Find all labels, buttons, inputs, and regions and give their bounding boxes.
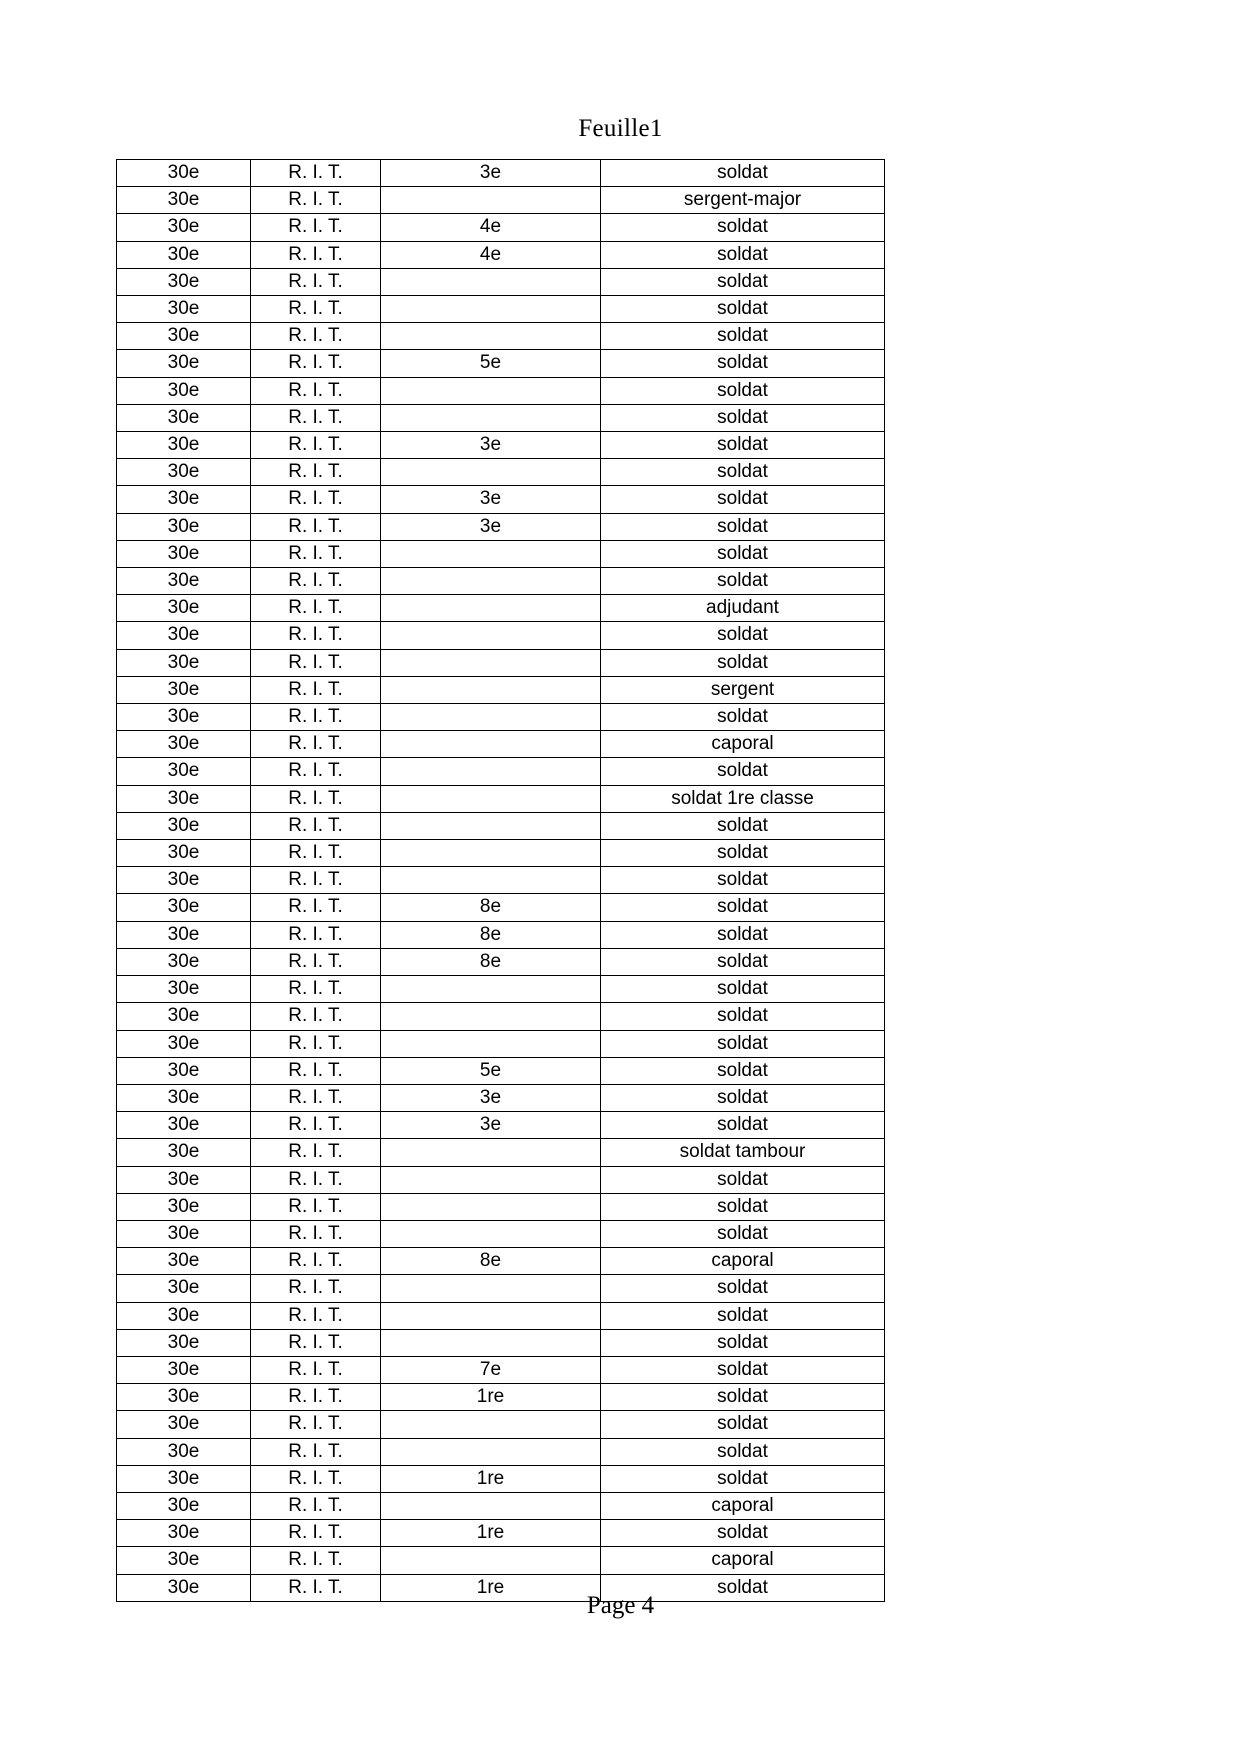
- table-row: [117, 486, 885, 513]
- data-table-container: [116, 159, 884, 1602]
- cell-regiment: 30e: [117, 404, 251, 431]
- cell-regiment: 30e: [117, 595, 251, 622]
- table-row: [117, 1547, 885, 1574]
- cell-rank: soldat: [601, 1520, 885, 1547]
- table-row: [117, 921, 885, 948]
- cell-regiment: 30e: [117, 676, 251, 703]
- cell-regiment: 30e: [117, 1411, 251, 1438]
- table-row: [117, 160, 885, 187]
- cell-regiment: 30e: [117, 1030, 251, 1057]
- cell-rank: soldat: [601, 758, 885, 785]
- cell-rank: soldat: [601, 894, 885, 921]
- cell-regiment: 30e: [117, 513, 251, 540]
- cell-regiment: 30e: [117, 187, 251, 214]
- cell-regiment: 30e: [117, 867, 251, 894]
- table-row: [117, 187, 885, 214]
- cell-regiment: 30e: [117, 1547, 251, 1574]
- cell-company: 1re: [381, 1465, 601, 1492]
- cell-company: 3e: [381, 1112, 601, 1139]
- cell-rank: soldat: [601, 812, 885, 839]
- cell-unit: R. I. T.: [251, 812, 381, 839]
- page-footer: Page 4: [586, 1592, 655, 1619]
- cell-company: [381, 323, 601, 350]
- table-row: [117, 649, 885, 676]
- cell-unit: R. I. T.: [251, 595, 381, 622]
- cell-regiment: 30e: [117, 1574, 251, 1601]
- cell-unit: R. I. T.: [251, 568, 381, 595]
- cell-regiment: 30e: [117, 323, 251, 350]
- cell-regiment: 30e: [117, 1465, 251, 1492]
- cell-company: 8e: [381, 921, 601, 948]
- table-row: [117, 1166, 885, 1193]
- cell-regiment: 30e: [117, 1084, 251, 1111]
- table-row: [117, 1384, 885, 1411]
- cell-unit: R. I. T.: [251, 1465, 381, 1492]
- table-row: [117, 812, 885, 839]
- table-row: [117, 1411, 885, 1438]
- cell-unit: R. I. T.: [251, 1030, 381, 1057]
- cell-regiment: 30e: [117, 1520, 251, 1547]
- cell-company: [381, 867, 601, 894]
- cell-unit: R. I. T.: [251, 513, 381, 540]
- cell-company: [381, 459, 601, 486]
- cell-rank: soldat 1re classe: [601, 785, 885, 812]
- cell-company: 3e: [381, 160, 601, 187]
- table-row: [117, 1438, 885, 1465]
- cell-unit: R. I. T.: [251, 187, 381, 214]
- table-row: [117, 459, 885, 486]
- table-row: [117, 1520, 885, 1547]
- cell-regiment: 30e: [117, 921, 251, 948]
- cell-rank: caporal: [601, 731, 885, 758]
- cell-unit: R. I. T.: [251, 1438, 381, 1465]
- cell-rank: soldat: [601, 160, 885, 187]
- cell-company: 8e: [381, 1248, 601, 1275]
- cell-company: [381, 1547, 601, 1574]
- cell-regiment: 30e: [117, 350, 251, 377]
- table-row: [117, 840, 885, 867]
- table-row: [117, 1275, 885, 1302]
- cell-rank: soldat: [601, 540, 885, 567]
- cell-unit: R. I. T.: [251, 622, 381, 649]
- cell-rank: soldat: [601, 1030, 885, 1057]
- cell-rank: soldat: [601, 1411, 885, 1438]
- cell-rank: soldat: [601, 1574, 885, 1601]
- table-row: [117, 1003, 885, 1030]
- table-row: [117, 568, 885, 595]
- cell-rank: soldat: [601, 704, 885, 731]
- cell-rank: soldat: [601, 921, 885, 948]
- cell-regiment: 30e: [117, 296, 251, 323]
- cell-unit: R. I. T.: [251, 1057, 381, 1084]
- cell-unit: R. I. T.: [251, 867, 381, 894]
- cell-regiment: 30e: [117, 1139, 251, 1166]
- cell-company: [381, 622, 601, 649]
- cell-unit: R. I. T.: [251, 350, 381, 377]
- cell-rank: adjudant: [601, 595, 885, 622]
- cell-unit: R. I. T.: [251, 296, 381, 323]
- table-row: [117, 1220, 885, 1247]
- cell-company: [381, 1438, 601, 1465]
- cell-company: 5e: [381, 350, 601, 377]
- cell-rank: soldat: [601, 948, 885, 975]
- table-row: [117, 976, 885, 1003]
- cell-rank: soldat: [601, 1329, 885, 1356]
- cell-unit: R. I. T.: [251, 1356, 381, 1383]
- cell-unit: R. I. T.: [251, 649, 381, 676]
- table-row: [117, 1030, 885, 1057]
- cell-company: [381, 1411, 601, 1438]
- cell-unit: R. I. T.: [251, 976, 381, 1003]
- cell-regiment: 30e: [117, 1356, 251, 1383]
- cell-regiment: 30e: [117, 1193, 251, 1220]
- cell-rank: soldat: [601, 649, 885, 676]
- cell-unit: R. I. T.: [251, 540, 381, 567]
- cell-unit: R. I. T.: [251, 1492, 381, 1519]
- table-row: [117, 1139, 885, 1166]
- cell-regiment: 30e: [117, 1166, 251, 1193]
- table-row: [117, 894, 885, 921]
- table-row: [117, 241, 885, 268]
- cell-regiment: 30e: [117, 459, 251, 486]
- cell-rank: caporal: [601, 1547, 885, 1574]
- cell-regiment: 30e: [117, 785, 251, 812]
- cell-unit: R. I. T.: [251, 1166, 381, 1193]
- cell-company: [381, 1492, 601, 1519]
- table-row: [117, 1492, 885, 1519]
- cell-unit: R. I. T.: [251, 377, 381, 404]
- cell-company: [381, 595, 601, 622]
- cell-company: 8e: [381, 948, 601, 975]
- cell-rank: soldat: [601, 404, 885, 431]
- cell-company: [381, 1275, 601, 1302]
- cell-company: [381, 296, 601, 323]
- cell-company: [381, 404, 601, 431]
- cell-unit: R. I. T.: [251, 323, 381, 350]
- cell-company: [381, 187, 601, 214]
- cell-rank: soldat: [601, 1220, 885, 1247]
- cell-unit: R. I. T.: [251, 840, 381, 867]
- cell-rank: soldat: [601, 296, 885, 323]
- table-row: [117, 731, 885, 758]
- cell-rank: soldat: [601, 513, 885, 540]
- cell-rank: sergent-major: [601, 187, 885, 214]
- cell-company: 7e: [381, 1356, 601, 1383]
- cell-rank: soldat: [601, 268, 885, 295]
- cell-rank: soldat: [601, 350, 885, 377]
- table-row: [117, 1193, 885, 1220]
- cell-unit: R. I. T.: [251, 704, 381, 731]
- page-title: Feuille1: [578, 115, 663, 142]
- cell-rank: soldat: [601, 377, 885, 404]
- cell-regiment: 30e: [117, 704, 251, 731]
- cell-unit: R. I. T.: [251, 1574, 381, 1601]
- cell-company: 8e: [381, 894, 601, 921]
- table-row: [117, 296, 885, 323]
- table-row: [117, 350, 885, 377]
- cell-rank: soldat: [601, 1438, 885, 1465]
- cell-regiment: 30e: [117, 214, 251, 241]
- cell-company: 3e: [381, 513, 601, 540]
- cell-rank: soldat: [601, 1302, 885, 1329]
- cell-rank: soldat: [601, 432, 885, 459]
- table-body: [117, 160, 885, 1602]
- cell-rank: soldat: [601, 1166, 885, 1193]
- cell-regiment: 30e: [117, 241, 251, 268]
- cell-regiment: 30e: [117, 649, 251, 676]
- cell-company: [381, 731, 601, 758]
- cell-regiment: 30e: [117, 486, 251, 513]
- cell-rank: caporal: [601, 1248, 885, 1275]
- table-row: [117, 676, 885, 703]
- table-row: [117, 1112, 885, 1139]
- cell-company: 3e: [381, 432, 601, 459]
- cell-unit: R. I. T.: [251, 1384, 381, 1411]
- cell-regiment: 30e: [117, 840, 251, 867]
- table-row: [117, 595, 885, 622]
- cell-regiment: 30e: [117, 1112, 251, 1139]
- cell-regiment: 30e: [117, 1057, 251, 1084]
- cell-regiment: 30e: [117, 1220, 251, 1247]
- table-row: [117, 1465, 885, 1492]
- table-row: [117, 1248, 885, 1275]
- cell-rank: soldat: [601, 622, 885, 649]
- cell-rank: soldat: [601, 214, 885, 241]
- table-row: [117, 1302, 885, 1329]
- cell-regiment: 30e: [117, 976, 251, 1003]
- cell-unit: R. I. T.: [251, 1112, 381, 1139]
- cell-company: [381, 785, 601, 812]
- cell-regiment: 30e: [117, 268, 251, 295]
- cell-regiment: 30e: [117, 948, 251, 975]
- cell-company: [381, 649, 601, 676]
- table-row: [117, 622, 885, 649]
- cell-rank: soldat tambour: [601, 1139, 885, 1166]
- cell-company: [381, 1220, 601, 1247]
- cell-unit: R. I. T.: [251, 1248, 381, 1275]
- cell-unit: R. I. T.: [251, 1329, 381, 1356]
- cell-company: [381, 976, 601, 1003]
- cell-unit: R. I. T.: [251, 1275, 381, 1302]
- cell-company: [381, 758, 601, 785]
- table-row: [117, 214, 885, 241]
- cell-regiment: 30e: [117, 160, 251, 187]
- cell-unit: R. I. T.: [251, 1302, 381, 1329]
- cell-regiment: 30e: [117, 1275, 251, 1302]
- cell-company: [381, 1302, 601, 1329]
- cell-rank: soldat: [601, 1057, 885, 1084]
- cell-rank: soldat: [601, 1384, 885, 1411]
- cell-unit: R. I. T.: [251, 894, 381, 921]
- table-row: [117, 1329, 885, 1356]
- table-row: [117, 377, 885, 404]
- table-row: [117, 867, 885, 894]
- cell-company: [381, 568, 601, 595]
- cell-unit: R. I. T.: [251, 676, 381, 703]
- cell-rank: soldat: [601, 1112, 885, 1139]
- cell-unit: R. I. T.: [251, 785, 381, 812]
- cell-rank: caporal: [601, 1492, 885, 1519]
- table-row: [117, 268, 885, 295]
- table-row: [117, 948, 885, 975]
- table-row: [117, 323, 885, 350]
- cell-unit: R. I. T.: [251, 432, 381, 459]
- cell-company: 1re: [381, 1384, 601, 1411]
- table-row: [117, 432, 885, 459]
- cell-rank: soldat: [601, 840, 885, 867]
- cell-rank: soldat: [601, 241, 885, 268]
- cell-company: [381, 1030, 601, 1057]
- cell-company: 3e: [381, 486, 601, 513]
- cell-regiment: 30e: [117, 1492, 251, 1519]
- cell-company: [381, 1139, 601, 1166]
- cell-regiment: 30e: [117, 1329, 251, 1356]
- cell-rank: soldat: [601, 976, 885, 1003]
- cell-company: 1re: [381, 1574, 601, 1601]
- cell-company: [381, 1329, 601, 1356]
- cell-company: [381, 377, 601, 404]
- cell-company: [381, 840, 601, 867]
- cell-unit: R. I. T.: [251, 1139, 381, 1166]
- table-row: [117, 1084, 885, 1111]
- table-row: [117, 785, 885, 812]
- cell-regiment: 30e: [117, 758, 251, 785]
- table-row: [117, 513, 885, 540]
- cell-unit: R. I. T.: [251, 1003, 381, 1030]
- cell-regiment: 30e: [117, 1384, 251, 1411]
- cell-unit: R. I. T.: [251, 1193, 381, 1220]
- cell-company: [381, 540, 601, 567]
- cell-regiment: 30e: [117, 1302, 251, 1329]
- cell-company: [381, 704, 601, 731]
- cell-regiment: 30e: [117, 432, 251, 459]
- cell-company: [381, 812, 601, 839]
- cell-company: 5e: [381, 1057, 601, 1084]
- cell-company: [381, 1193, 601, 1220]
- cell-rank: soldat: [601, 1465, 885, 1492]
- cell-regiment: 30e: [117, 568, 251, 595]
- cell-company: [381, 268, 601, 295]
- cell-unit: R. I. T.: [251, 1411, 381, 1438]
- cell-rank: soldat: [601, 1084, 885, 1111]
- cell-unit: R. I. T.: [251, 1084, 381, 1111]
- cell-unit: R. I. T.: [251, 214, 381, 241]
- cell-rank: soldat: [601, 1275, 885, 1302]
- cell-unit: R. I. T.: [251, 404, 381, 431]
- cell-regiment: 30e: [117, 540, 251, 567]
- cell-rank: soldat: [601, 1193, 885, 1220]
- records-table: [116, 159, 885, 1602]
- cell-unit: R. I. T.: [251, 731, 381, 758]
- cell-regiment: 30e: [117, 812, 251, 839]
- cell-unit: R. I. T.: [251, 758, 381, 785]
- cell-unit: R. I. T.: [251, 1520, 381, 1547]
- cell-unit: R. I. T.: [251, 241, 381, 268]
- cell-regiment: 30e: [117, 894, 251, 921]
- cell-regiment: 30e: [117, 731, 251, 758]
- cell-unit: R. I. T.: [251, 1220, 381, 1247]
- cell-company: [381, 1166, 601, 1193]
- cell-regiment: 30e: [117, 622, 251, 649]
- cell-unit: R. I. T.: [251, 160, 381, 187]
- table-row: [117, 1356, 885, 1383]
- cell-regiment: 30e: [117, 1003, 251, 1030]
- cell-company: [381, 676, 601, 703]
- table-row: [117, 540, 885, 567]
- cell-regiment: 30e: [117, 377, 251, 404]
- cell-unit: R. I. T.: [251, 486, 381, 513]
- cell-regiment: 30e: [117, 1248, 251, 1275]
- cell-company: 3e: [381, 1084, 601, 1111]
- table-row: [117, 1057, 885, 1084]
- cell-company: 4e: [381, 214, 601, 241]
- cell-unit: R. I. T.: [251, 268, 381, 295]
- cell-company: 1re: [381, 1520, 601, 1547]
- cell-rank: soldat: [601, 323, 885, 350]
- cell-unit: R. I. T.: [251, 1547, 381, 1574]
- cell-unit: R. I. T.: [251, 921, 381, 948]
- table-row: [117, 758, 885, 785]
- cell-rank: soldat: [601, 867, 885, 894]
- cell-rank: soldat: [601, 568, 885, 595]
- cell-rank: soldat: [601, 459, 885, 486]
- cell-unit: R. I. T.: [251, 459, 381, 486]
- cell-company: 4e: [381, 241, 601, 268]
- cell-unit: R. I. T.: [251, 948, 381, 975]
- table-row: [117, 704, 885, 731]
- cell-rank: soldat: [601, 486, 885, 513]
- table-row: [117, 404, 885, 431]
- cell-rank: soldat: [601, 1003, 885, 1030]
- cell-company: [381, 1003, 601, 1030]
- cell-rank: sergent: [601, 676, 885, 703]
- cell-regiment: 30e: [117, 1438, 251, 1465]
- cell-rank: soldat: [601, 1356, 885, 1383]
